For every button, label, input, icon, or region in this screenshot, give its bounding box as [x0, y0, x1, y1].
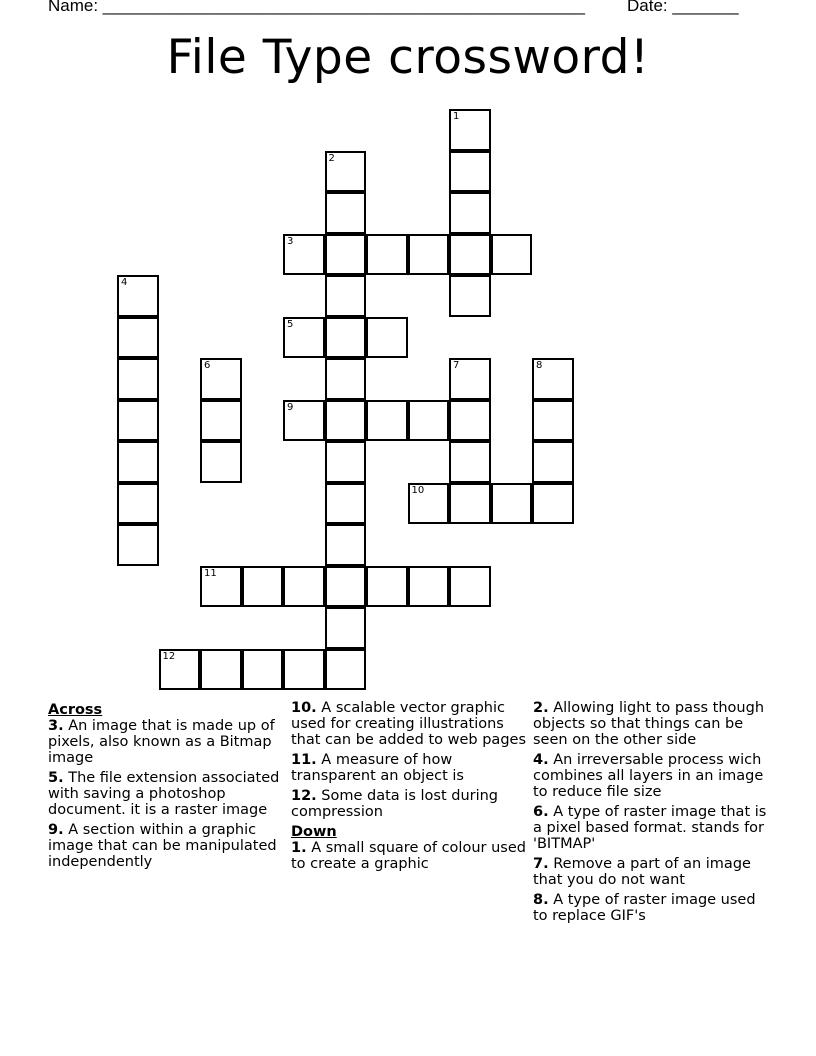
grid-cell[interactable]: [449, 566, 491, 608]
grid-cell[interactable]: [200, 400, 242, 442]
grid-cell[interactable]: [325, 358, 367, 400]
clue-column-1: [48, 700, 284, 874]
clue-number: 9.: [48, 822, 64, 838]
clue-number-label: 6: [204, 360, 211, 371]
clue-text: A scalable vector graphic used for creating illustrations that can be added to web pages: [291, 700, 527, 748]
grid-cell[interactable]: [117, 524, 159, 566]
clue-number-label: 2: [328, 152, 335, 164]
grid-cell[interactable]: [325, 275, 367, 317]
clue-text: A small square of colour used to create a graphic: [291, 840, 526, 872]
grid-cell[interactable]: [117, 275, 159, 317]
clue-item: [533, 892, 773, 924]
clue-item: [291, 840, 527, 872]
clue-number-label: 5: [287, 318, 294, 330]
grid-cell[interactable]: [532, 483, 574, 525]
grid-cell[interactable]: [366, 566, 408, 608]
grid-cell[interactable]: [532, 400, 574, 442]
clue-item: [533, 700, 773, 748]
grid-cell[interactable]: [325, 566, 367, 608]
grid-cell[interactable]: [283, 400, 325, 442]
clue-item: [48, 770, 284, 818]
grid-cell[interactable]: [325, 524, 367, 566]
clue-item: [291, 752, 527, 784]
clue-text: A type of raster image that is a pixel based format. stands for 'BITMAP': [533, 804, 767, 852]
clue-number: 7.: [533, 856, 549, 872]
grid-cell[interactable]: [449, 358, 491, 400]
grid-cell[interactable]: [449, 192, 491, 234]
grid-cell[interactable]: [366, 400, 408, 442]
grid-cell[interactable]: [449, 109, 491, 151]
grid-cell[interactable]: [325, 317, 367, 359]
page-title: File Type crossword!: [166, 30, 650, 85]
grid-cell[interactable]: [283, 649, 325, 691]
clue-text: Allowing light to pass though objects so that things can be seen on the other side: [533, 700, 765, 748]
clue-item: [533, 804, 773, 852]
clue-number-label: 3: [287, 235, 294, 247]
grid-cell[interactable]: [325, 234, 367, 276]
grid-cell[interactable]: [408, 566, 450, 608]
grid-cell[interactable]: [325, 607, 367, 649]
clue-number: 11.: [291, 752, 317, 768]
grid-cell[interactable]: [449, 234, 491, 276]
clue-number-label: 8: [536, 360, 543, 371]
grid-cell[interactable]: [532, 441, 574, 483]
grid-cell[interactable]: [491, 234, 533, 276]
clue-number-label: 4: [121, 277, 128, 288]
grid-cell[interactable]: [408, 234, 450, 276]
clue-column-2: [291, 700, 527, 876]
clue-text: Some data is lost during compression: [291, 788, 499, 820]
grid-cell[interactable]: [283, 234, 325, 276]
clue-number-label: 7: [453, 360, 460, 371]
clue-number: 3.: [48, 718, 64, 734]
clue-item: [291, 788, 527, 820]
clue-text: A measure of how transparent an object is: [291, 752, 464, 784]
clue-number-label: 12: [162, 650, 176, 662]
grid-cell[interactable]: [200, 441, 242, 483]
grid-cell[interactable]: [325, 192, 367, 234]
grid-cell[interactable]: [366, 317, 408, 359]
clue-number-label: 1: [453, 111, 460, 122]
clue-number-label: 10: [411, 484, 425, 496]
clue-number: 8.: [533, 892, 549, 908]
grid-cell[interactable]: [449, 151, 491, 193]
down-heading: Down: [291, 824, 337, 840]
clue-number: 1.: [291, 840, 307, 856]
grid-cell[interactable]: [449, 483, 491, 525]
grid-cell[interactable]: [408, 400, 450, 442]
across-heading: Across: [48, 702, 103, 718]
grid-cell[interactable]: [325, 151, 367, 193]
clue-number-label: 9: [287, 401, 294, 413]
grid-cell[interactable]: [449, 275, 491, 317]
grid-cell[interactable]: [242, 566, 284, 608]
grid-cell[interactable]: [283, 566, 325, 608]
grid-cell[interactable]: [325, 441, 367, 483]
grid-cell[interactable]: [200, 649, 242, 691]
grid-cell[interactable]: [449, 441, 491, 483]
grid-cell[interactable]: [408, 483, 450, 525]
grid-cell[interactable]: [242, 649, 284, 691]
grid-cell[interactable]: [159, 649, 201, 691]
grid-cell[interactable]: [283, 317, 325, 359]
clue-text: The file extension associated with saving a photoshop document. it is a raster image: [48, 770, 280, 818]
grid-cell[interactable]: [200, 566, 242, 608]
clue-item: [533, 856, 773, 888]
name-field: Name: ___________________________________________________: [48, 0, 585, 15]
date-field: Date: _______: [627, 0, 739, 15]
clue-text: Remove a part of an image that you do not want: [533, 856, 751, 888]
clue-item: [291, 700, 527, 748]
clue-item: [48, 718, 284, 766]
grid-cell[interactable]: [117, 441, 159, 483]
grid-cell[interactable]: [117, 358, 159, 400]
grid-cell[interactable]: [117, 483, 159, 525]
clue-column-3: [533, 700, 773, 928]
grid-cell[interactable]: [532, 358, 574, 400]
clue-number: 4.: [533, 752, 549, 768]
clue-item: [533, 752, 773, 800]
grid-cell[interactable]: [200, 358, 242, 400]
clue-text: An image that is made up of pixels, also known as a Bitmap image: [48, 718, 275, 766]
grid-cell[interactable]: [117, 317, 159, 359]
grid-cell[interactable]: [366, 234, 408, 276]
grid-cell[interactable]: [449, 400, 491, 442]
grid-cell[interactable]: [491, 483, 533, 525]
clue-number-label: 11: [204, 567, 217, 579]
clue-number: 12.: [291, 788, 317, 804]
clue-text: A section within a graphic image that can be manipulated independently: [48, 822, 277, 870]
grid-cell[interactable]: [325, 400, 367, 442]
clue-number: 10.: [291, 700, 317, 716]
clue-number: 2.: [533, 700, 549, 716]
clue-number: 5.: [48, 770, 64, 786]
grid-cell[interactable]: [117, 400, 159, 442]
grid-cell[interactable]: [325, 649, 367, 691]
grid-cell[interactable]: [325, 483, 367, 525]
clue-text: A type of raster image used to replace GIF's: [533, 892, 756, 924]
clue-text: An irreversable process wich combines all layers in an image to reduce file size: [533, 752, 764, 800]
clue-item: [48, 822, 284, 870]
clue-number: 6.: [533, 804, 549, 820]
